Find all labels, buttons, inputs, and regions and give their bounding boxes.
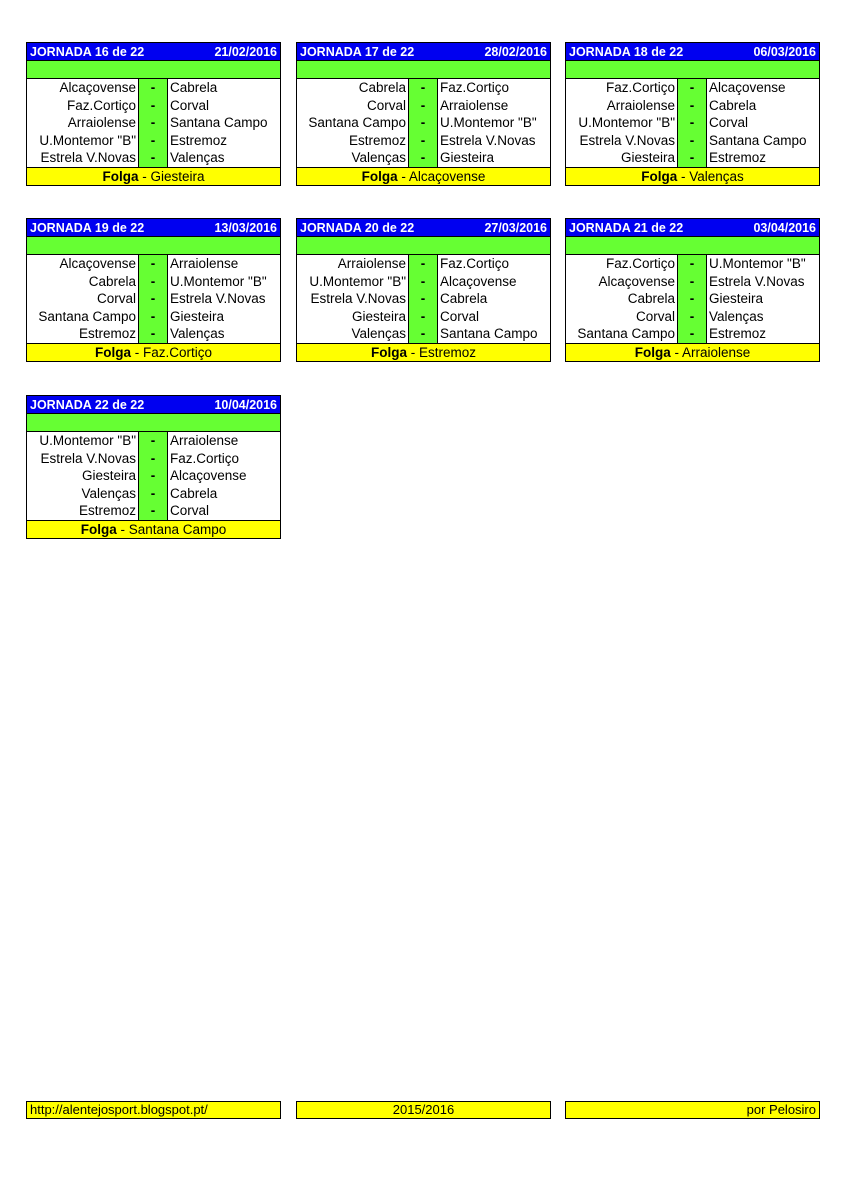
match-separator: - [139,255,167,273]
match-row [297,149,550,167]
match-row [297,114,550,132]
bye-team [566,167,819,185]
round-spacer [297,61,550,79]
bye-team-name: Santana Campo [128,521,227,537]
match-row [566,132,819,150]
away-team: Valenças [706,308,819,326]
match-separator: - [678,149,706,167]
bye-label: Folga [361,168,398,184]
match-separator: - [409,132,437,150]
round-title: JORNADA 20 de 22 [300,220,415,235]
away-team: Arraiolense [167,255,280,273]
home-team: Estremoz [27,325,139,343]
match-separator: - [409,149,437,167]
footer-season: 2015/2016 [296,1101,551,1119]
round-header [27,219,280,237]
match-row [566,79,819,97]
bye-team-name: Valenças [689,168,744,184]
match-row [566,325,819,343]
away-team: Corval [167,502,280,520]
round-card [26,42,281,186]
bye-team [566,343,819,361]
round-date: 27/03/2016 [484,220,547,235]
bye-label: Folga [634,344,671,360]
round-card [26,395,281,539]
away-team: U.Montemor "B" [706,255,819,273]
away-team: Giesteira [167,308,280,326]
round-title: JORNADA 21 de 22 [569,220,684,235]
match-separator: - [678,308,706,326]
home-team: Faz.Cortiço [566,79,678,97]
bye-label: Folga [94,344,131,360]
bye-separator: - [138,168,151,184]
match-separator: - [678,325,706,343]
home-team: Cabrela [27,273,139,291]
match-separator: - [409,325,437,343]
match-row [566,114,819,132]
match-separator: - [409,97,437,115]
bye-team [27,167,280,185]
match-row [27,308,280,326]
match-row [27,467,280,485]
away-team: Santana Campo [437,325,550,343]
home-team: Cabrela [566,290,678,308]
match-separator: - [678,273,706,291]
match-row [27,114,280,132]
match-separator: - [139,485,167,503]
round-header [566,219,819,237]
home-team: Estrela V.Novas [566,132,678,150]
match-separator: - [409,79,437,97]
match-separator: - [409,308,437,326]
home-team: Cabrela [297,79,409,97]
match-row [566,149,819,167]
round-date: 28/02/2016 [484,44,547,59]
home-team: Alcaçovense [566,273,678,291]
match-row [27,273,280,291]
round-header [27,396,280,414]
match-row [566,290,819,308]
home-team: Estrela V.Novas [27,450,139,468]
footer-url[interactable]: http://alentejosport.blogspot.pt/ [26,1101,281,1119]
bye-team [297,343,550,361]
round-card [26,218,281,362]
bye-label: Folga [80,521,117,537]
round-title: JORNADA 18 de 22 [569,44,684,59]
match-row [27,450,280,468]
away-team: Faz.Cortiço [167,450,280,468]
round-card [296,42,551,186]
home-team: Giesteira [27,467,139,485]
round-date: 10/04/2016 [214,397,277,412]
away-team: Corval [167,97,280,115]
round-spacer [27,414,280,432]
away-team: Giesteira [437,149,550,167]
away-team: Cabrela [437,290,550,308]
match-separator: - [678,97,706,115]
match-row [297,290,550,308]
match-separator: - [139,290,167,308]
match-separator: - [678,79,706,97]
round-title: JORNADA 16 de 22 [30,44,145,59]
away-team: Valenças [167,149,280,167]
away-team: Estremoz [706,149,819,167]
home-team: Corval [297,97,409,115]
match-row [297,132,550,150]
bye-team [27,343,280,361]
bye-separator: - [670,344,682,360]
match-separator: - [409,290,437,308]
round-card [565,218,820,362]
bye-label: Folga [370,344,407,360]
match-row [297,97,550,115]
away-team: U.Montemor "B" [167,273,280,291]
away-team: Estrela V.Novas [437,132,550,150]
home-team: Arraiolense [27,114,139,132]
away-team: Estrela V.Novas [706,273,819,291]
bye-separator: - [116,521,129,537]
home-team: Santana Campo [297,114,409,132]
bye-separator: - [677,168,690,184]
home-team: Estrela V.Novas [297,290,409,308]
match-row [27,432,280,450]
away-team: Arraiolense [167,432,280,450]
away-team: Faz.Cortiço [437,255,550,273]
footer-author: por Pelosiro [565,1101,820,1119]
away-team: Cabrela [706,97,819,115]
away-team: Corval [437,308,550,326]
bye-team-name: Arraiolense [681,344,751,360]
match-separator: - [678,114,706,132]
bye-separator: - [130,344,143,360]
away-team: Alcaçovense [167,467,280,485]
match-row [27,502,280,520]
home-team: U.Montemor "B" [27,132,139,150]
round-header [297,43,550,61]
bye-label: Folga [102,168,139,184]
match-row [566,308,819,326]
round-header [566,43,819,61]
home-team: Giesteira [297,308,409,326]
match-row [27,290,280,308]
away-team: Estremoz [706,325,819,343]
home-team: Faz.Cortiço [566,255,678,273]
match-separator: - [678,132,706,150]
away-team: Cabrela [167,485,280,503]
home-team: Alcaçovense [27,79,139,97]
home-team: Valenças [297,325,409,343]
match-row [297,273,550,291]
home-team: Corval [566,308,678,326]
match-separator: - [139,149,167,167]
home-team: Estremoz [297,132,409,150]
bye-separator: - [397,168,409,184]
match-row [27,97,280,115]
match-separator: - [139,114,167,132]
home-team: U.Montemor "B" [566,114,678,132]
home-team: Alcaçovense [27,255,139,273]
home-team: U.Montemor "B" [297,273,409,291]
match-row [297,255,550,273]
away-team: Alcaçovense [437,273,550,291]
match-separator: - [139,79,167,97]
match-separator: - [139,132,167,150]
match-row [27,255,280,273]
match-separator: - [678,290,706,308]
bye-team [27,520,280,538]
home-team: Arraiolense [297,255,409,273]
away-team: Corval [706,114,819,132]
bye-team [297,167,550,185]
home-team: Faz.Cortiço [27,97,139,115]
away-team: Cabrela [167,79,280,97]
match-row [297,325,550,343]
match-separator: - [139,450,167,468]
away-team: U.Montemor "B" [437,114,550,132]
home-team: Santana Campo [27,308,139,326]
match-row [27,325,280,343]
match-separator: - [409,273,437,291]
home-team: Arraiolense [566,97,678,115]
match-row [297,308,550,326]
round-date: 13/03/2016 [214,220,277,235]
away-team: Giesteira [706,290,819,308]
away-team: Estremoz [167,132,280,150]
bye-label: Folga [641,168,678,184]
home-team: Estremoz [27,502,139,520]
round-spacer [566,237,819,255]
home-team: U.Montemor "B" [27,432,139,450]
match-row [27,485,280,503]
round-card [565,42,820,186]
match-row [297,79,550,97]
round-spacer [27,237,280,255]
match-row [27,132,280,150]
round-title: JORNADA 22 de 22 [30,397,145,412]
match-separator: - [139,325,167,343]
home-team: Estrela V.Novas [27,149,139,167]
match-row [566,97,819,115]
match-separator: - [139,432,167,450]
match-row [27,79,280,97]
match-separator: - [139,97,167,115]
away-team: Santana Campo [706,132,819,150]
bye-team-name: Alcaçovense [408,168,486,184]
round-header [27,43,280,61]
round-date: 06/03/2016 [753,44,816,59]
round-spacer [297,237,550,255]
bye-separator: - [406,344,419,360]
away-team: Arraiolense [437,97,550,115]
home-team: Valenças [297,149,409,167]
match-separator: - [409,114,437,132]
home-team: Valenças [27,485,139,503]
match-separator: - [139,273,167,291]
match-separator: - [139,467,167,485]
away-team: Santana Campo [167,114,280,132]
round-date: 21/02/2016 [214,44,277,59]
away-team: Alcaçovense [706,79,819,97]
bye-team-name: Giesteira [150,168,205,184]
home-team: Giesteira [566,149,678,167]
match-row [566,255,819,273]
round-spacer [566,61,819,79]
match-separator: - [678,255,706,273]
match-row [566,273,819,291]
away-team: Estrela V.Novas [167,290,280,308]
round-title: JORNADA 19 de 22 [30,220,145,235]
round-header [297,219,550,237]
away-team: Faz.Cortiço [437,79,550,97]
match-separator: - [139,308,167,326]
bye-team-name: Faz.Cortiço [142,344,213,360]
round-title: JORNADA 17 de 22 [300,44,415,59]
home-team: Corval [27,290,139,308]
home-team: Santana Campo [566,325,678,343]
away-team: Valenças [167,325,280,343]
round-date: 03/04/2016 [753,220,816,235]
match-separator: - [139,502,167,520]
match-row [27,149,280,167]
match-separator: - [409,255,437,273]
round-spacer [27,61,280,79]
bye-team-name: Estremoz [418,344,476,360]
round-card [296,218,551,362]
